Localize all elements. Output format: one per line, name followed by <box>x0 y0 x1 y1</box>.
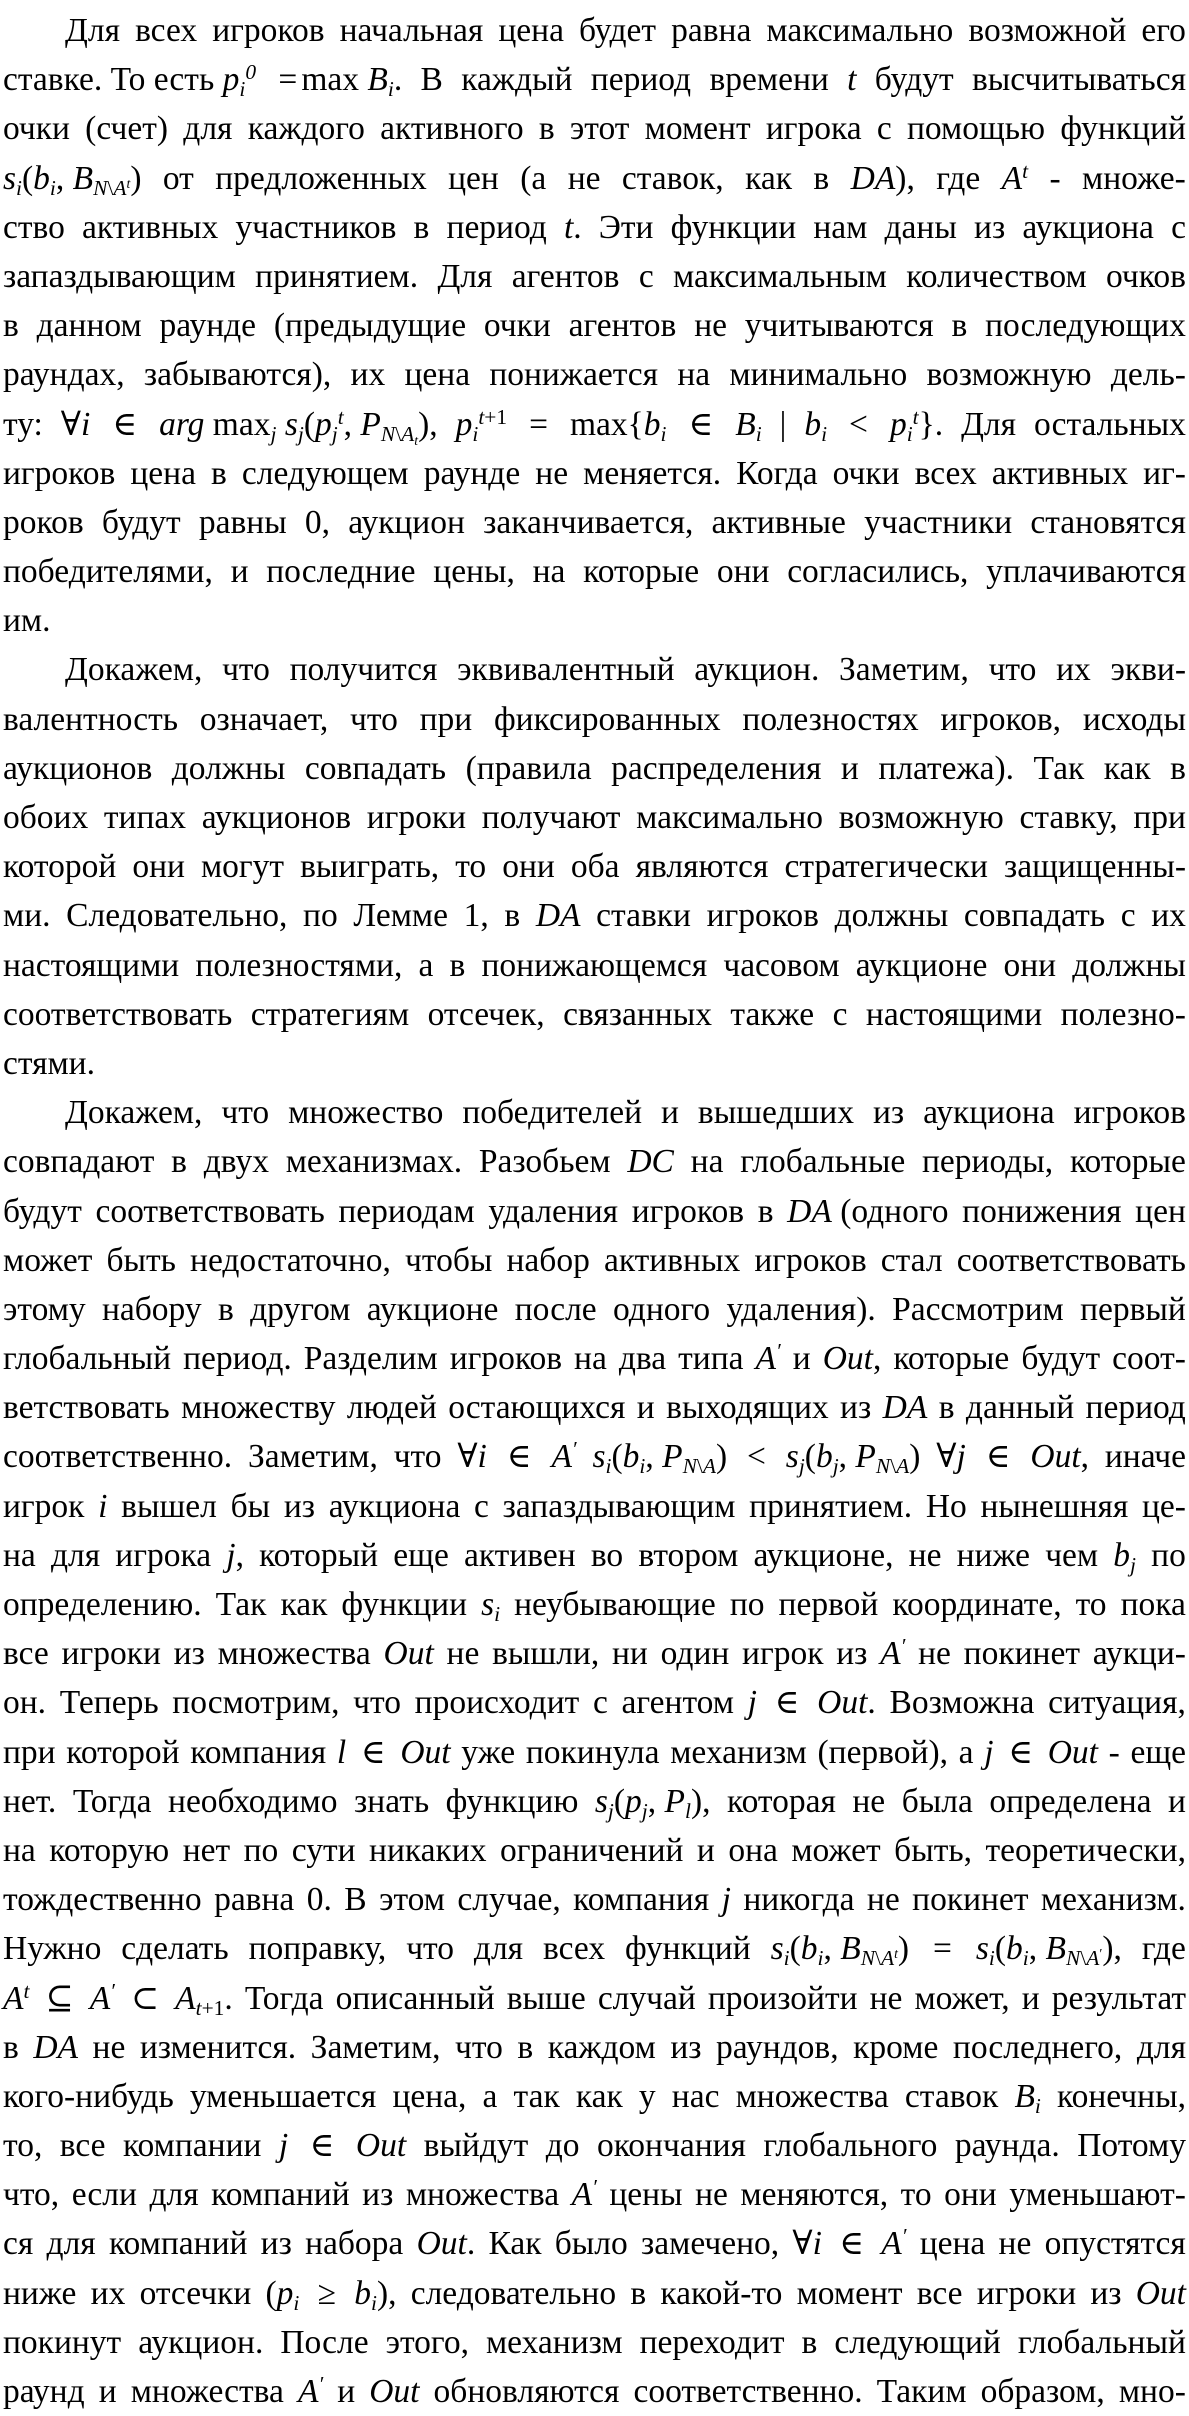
text-line: все игроки из множества Out не вышли, ни один игрок из A′ не покинет аукци- <box>3 1634 1186 1673</box>
text-line: в данном раунде (предыдущие очки агентов не учитываются в последующих <box>3 307 1186 345</box>
text-line: $A^t$ ⊆ A′ ⊂ $A_{t+1}$. Тогда описанный выше случай произойти не может, и результат <box>3 1978 1186 2020</box>
body-text <box>3 6 1186 2416</box>
text-line: Докажем, что получится эквивалентный аукцион. Заметим, что их экви- <box>65 651 1186 689</box>
text-line: может быть недостаточно, чтобы набор активных игроков стал соответствовать <box>3 1241 1186 1279</box>
text-line: тождественно равна 0. В этом случае, компания j никогда не покинет механизм. <box>3 1881 1186 1919</box>
text-line: нет. Тогда необходимо знать функцию $s_j(p_j$, $P_l$), которая не была определена и <box>3 1782 1186 1823</box>
text-line: игрок i вышел бы из аукциона с запаздывающим принятием. Но нынешняя це- <box>3 1487 1186 1525</box>
text-line: раунд и множества A′ и Out обновляются соответственно. Таким образом, мно- <box>3 2371 1186 2410</box>
text-line: ставке. То есть $p_i^0$ = $\max B_i$. В каждый период времени t будут высчитываться <box>3 60 1186 102</box>
text-line: Для всех игроков начальная цена будет равна максимально возможной его <box>65 12 1186 49</box>
text-line: игроков цена в следующем раунде не меняется. Когда очки всех активных иг- <box>3 454 1186 492</box>
text-line: роков будут равны 0, аукцион заканчивается, активные участники становятся <box>3 503 1186 541</box>
text-line: он. Теперь посмотрим, что происходит с агентом j ∈ Out. Возможна ситуация, <box>3 1684 1186 1722</box>
text-line: ство активных участников в период t. Эти функции нам даны из аукциона с <box>3 208 1186 246</box>
text-line: очки (счет) для каждого активного в этот момент игрока с помощью функций <box>3 110 1186 148</box>
text-line: ми. Следовательно, по Лемме 1, в DA ставки игроков должны совпадать с их <box>3 897 1186 935</box>
text-line: валентность означает, что при фиксированных полезностях игроков, исходы <box>3 700 1186 738</box>
text-line: этому набору в другом аукционе после одного удаления). Рассмотрим первый <box>3 1290 1186 1328</box>
text-line: кого-нибудь уменьшается цена, а так как у нас множества ставок $B_i$ конечны, <box>3 2077 1186 2118</box>
text-line: $s_i(b_i$, $B_{N\backslash A^t}$) от предложенных цен (а не ставок, как в DA), где $A^t$ - множе- <box>3 158 1186 200</box>
text-line: будут соответствовать периодам удаления игроков в DA (одного понижения цен <box>3 1192 1186 1230</box>
text-line: победителями, и последние цены, на которые они согласились, уплачиваются <box>3 553 1186 591</box>
text-line: покинут аукцион. После этого, механизм переходит в следующий глобальный <box>3 2323 1186 2361</box>
text-line: совпадают в двух механизмах. Разобьем DC на глобальные периоды, которые <box>3 1143 1186 1181</box>
text-line: стями. <box>3 1044 95 1082</box>
text-line: им. <box>3 602 51 640</box>
text-line: при которой компания l ∈ Out уже покинула механизм (первой), а j ∈ Out - еще <box>3 1733 1186 1771</box>
text-line: Нужно сделать поправку, что для всех функций $s_i(b_i$, $B_{N\backslash A^t}$) = $s_i(b_i$, $B_{N\backslash A'}$), где <box>3 1930 1186 1971</box>
text-line: настоящими полезностями, а в понижающемся часовом аукционе они должны <box>3 946 1186 984</box>
text-line: Докажем, что множество победителей и вышедших из аукциона игроков <box>65 1094 1186 1132</box>
text-line: что, если для компаний из множества A′ цены не меняются, то они уменьшают- <box>3 2175 1186 2214</box>
text-line: ся для компаний из набора Out. Как было замечено, ∀i ∈ A′ цена не опустятся <box>3 2224 1186 2263</box>
text-line: глобальный период. Разделим игроков на два типа A′ и Out, которые будут соот- <box>3 1338 1186 1378</box>
text-line: на которую нет по сути никаких ограничений и она может быть, теоретически, <box>3 1831 1186 1869</box>
text-line: соответствовать стратегиям отсечек, связанных также с настоящими полезно- <box>3 995 1186 1033</box>
text-line: в DA не изменится. Заметим, что в каждом из раундов, кроме последнего, для <box>3 2028 1186 2066</box>
text-line: которой они могут выиграть, то они оба являются стратегически защищенны- <box>3 848 1186 886</box>
text-line: на для игрока j, который еще активен во втором аукционе, не ниже чем $b_j$ по <box>3 1536 1186 1577</box>
text-line: ветствовать множеству людей остающихся и выходящих из DA в данный период <box>3 1389 1186 1427</box>
text-line: запаздывающим принятием. Для агентов с максимальным количеством очков <box>3 257 1186 295</box>
text-line: то, все компании j ∈ Out выйдут до окончания глобального раунда. Потому <box>3 2127 1186 2165</box>
text-line: ниже их отсечки ($p_i$ ≥ $b_i$), следовательно в какой-то момент все игроки из Out <box>3 2274 1186 2315</box>
text-line: определению. Так как функции $s_i$ неубывающие по первой координате, то пока <box>3 1586 1186 1626</box>
text-line: обоих типах аукционов игроки получают максимально возможную ставку, при <box>3 799 1186 836</box>
text-line: аукционов должны совпадать (правила распределения и платежа). Так как в <box>3 749 1186 787</box>
text-line: соответственно. Заметим, что ∀i ∈ A′ $s_i(b_i$, $P_{N\backslash A}$) < $s_j(b_j$, $P_{N\backslash A}$) ∀j ∈ Out, иначе <box>3 1437 1186 1479</box>
text-line: раундах, забываются), их цена понижается на минимально возможную дель- <box>3 356 1186 394</box>
text-line: ту: ∀i ∈ arg $\max_j s_j(p_j^t$, $P_{N\backslash A_t}$), $p_i^{t+1}$ = $\max\{b_i$ ∈ $B_i$ | $b_i$ < $p_i^t$}. Для остальных <box>3 404 1186 448</box>
